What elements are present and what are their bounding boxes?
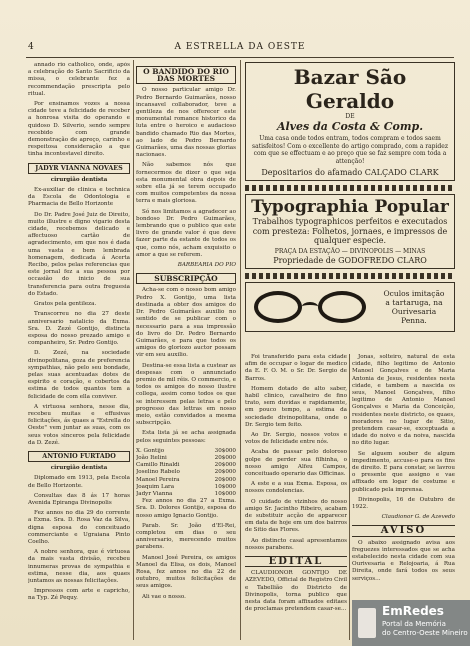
list-item: Joaquim Lara 10$000 (136, 483, 236, 490)
ornamental-border (245, 185, 455, 191)
header-rule (26, 57, 454, 58)
paragraph: annado rio catholico, onde, após a celebração do Santo Sacrificio da missa, o celebrante fez a recommendação prescripta pelo ritual. (28, 62, 130, 97)
aviso-heading: AVISO (352, 525, 455, 536)
subscription-list (136, 448, 236, 498)
typographia-ad (245, 194, 455, 269)
paragraph: O abaixo assignado avisa aos freguezes interessados que se acha estabelecido nesta cidade com sua Ourivesaria e Relojoaria, á Rua Direita, onde fará todos os seus serviços... (352, 539, 455, 582)
paragraph: O cuidado de vizinhos do nosso amigo Sr. Jacintho Ribeiro, acabam de substituir acção de apparecer em data de hoje em um dos bairros de Sitio das Flores. (245, 498, 347, 534)
paragraph: Divinopolis, 16 de Outubro de 1922. (352, 496, 455, 511)
paragraph: A virtuosa senhora, nesse dia, recebeu muitas e effusivas felicitações, ás quaes a "Estrella do Oeste" vem juntar as suas, com os seus votos sinceros pela felicidade da D. Zezé. (28, 403, 130, 446)
column-divider (349, 354, 350, 640)
notice-heading: ANTONIO FURTADO (28, 451, 130, 462)
paragraph: Transcorreu no dia 27 deste anniversario natalicio da Exma. Sra. D. Zezé Gontijo, distincta esposa do nosso prezado amigo e companheiro, Sr. Pedro Gontijo. (28, 311, 130, 347)
paragraph: Ao Dr. Sergio, nossos votos e votos de felicidade entre nós. (245, 432, 347, 446)
paragraph: Manoel José Pereira, os amigos Manoel da Elisa, os dois, Manoel Rosa, fez annos no dia 22 de outubro, muitos felicitações de seus amigos. (136, 554, 236, 590)
list-item: Joselino Rabelo 20$000 (136, 469, 236, 476)
ornamental-border (245, 273, 455, 279)
bazar-depositarios: Depositarios do afamado CALÇADO CLARK (261, 168, 439, 177)
paragraph: Impressos com arte e capricho, na Typ. Zé Pequy. (28, 588, 130, 602)
bazar-ad (245, 62, 455, 181)
column-divider (133, 60, 134, 640)
paragraph: Ao distincto casal apresentamos nossos parabens. (245, 537, 347, 551)
typo-owner: Propriedade de GODOFREDO CLARO (273, 255, 427, 265)
page-number: 4 (28, 42, 34, 52)
paragraph: Foi transferido para esta cidade afim de occupar o logar de medico da E. F. O. M. o Sr. Dr. Sergio de Barros. (245, 354, 347, 382)
signature: BARBEARIA DO PIO (177, 262, 236, 269)
paragraph: Fez annos no dia 27 a Exma. Sra. D. Dolores Gontijo, esposa do nosso amigo Ignacio Gontijo. (136, 498, 236, 519)
oculos-text: Oculos imitação a tartaruga, na Ourivesaria Penna. (383, 288, 445, 325)
paragraph: Por ensinamos vozes a nossa cidade teve a felicidade de receber a honrosa visita do operando e quidoso D. Silverio, sendo sempre recebido com grande demonstração de apreço, carinho e respeitosa consideração a que tinha incontestavel direito. (28, 101, 130, 158)
paragraph: Destina-se essa lista a custear as despesas com o annunciado premio de mil réis. O commercio, e todos os amigos do nosso ilustre collega, assim como todos os que se interessem pelas letras e pelo progresso das lettras em nosso meio, estão convidados a mesma subscripção. (136, 362, 236, 427)
paragraph: Fez annos no dia 29 do corrente a Exma. Sra. D. Rosa Vaz da Silva, digna esposa do conceituado commerciante e Ugraiana Pinto Coelho. (28, 510, 130, 545)
lens-icon (318, 291, 366, 323)
paragraph: Só nos limitamos a agradecer ao bondoso Dr. Pedro Guimarães, lembrando que o publico que este livro de grande valor é que deve fazer parte da estante de todos os que, como nós, acham exquisito o amor a que se referem. (136, 208, 236, 258)
column-3 (245, 354, 347, 640)
paragraph: Homem dotado de alto saber, habil clinico, cavalheiro de fino trato, sem duvidas e rapidamente, em pouco tempo, a estima da sociedade divinopolitana, onde o Dr. Sergio tem feito. (245, 385, 347, 428)
notice-heading: JADYR VIANNA NOVAES (28, 163, 130, 174)
column-2 (136, 62, 236, 640)
column-4 (352, 354, 455, 640)
paragraph: Diplomado em 1913, pela Escola de Bello Horizonte. (28, 475, 130, 489)
bazar-title: Bazar São Geraldo (293, 65, 407, 113)
advertisements (245, 62, 455, 352)
typo-text: Trabalhos typographicos perfeitos e executados com presteza: Folhetos, jornaes, e impressos de qualquer especie. (252, 217, 448, 245)
paragraph: Acha-se com o nosso bom amigo Pedro X. Gontijo, uma lista destinada a obter dos amigos do Dr. Pedro Guimarães auxilio no sentido de se publicar com o necessario para a sua impressão do livro do Dr. Pedro Bernardo Guimarães, e para que todos os amigos do gloriozo auctor possam vir em seu auxilio. (136, 287, 236, 359)
paragraph: Ali vae o nosso. (142, 593, 186, 600)
bazar-de: DE (345, 113, 355, 120)
paragraph: Esta lista já se acha assignada pelos seguintes pessoas: (136, 430, 236, 444)
list-item: Jadyr Vianna 10$000 (136, 490, 236, 497)
signature: Claudionor G. de Azevedo (381, 514, 455, 521)
paragraph: Gratos pela gentileza. (34, 301, 97, 308)
article-heading: SUBSCRIPÇÃO (136, 273, 236, 284)
paragraph: Jonas, solteiro, natural de esta cidade, filho legitimo de Antonio Manoel Gonçalves e de Maria Antonia de Jesus, residentes nesta cidade, e tambem a nascida os seus, Manoel Gonçalves, filho legitimo de Antonio Manoel Gonçalves e Maria da Conceição, residentes neste districto, os quaes, moradores no lugar de Sitio, pretendem casar-se, exceptuada a idade do noivo e da noiva, nascida no dito lugar. (352, 354, 455, 447)
list-item: Camillo Rinaldi 20$000 (136, 462, 236, 469)
bazar-owner: Alves da Costa & Comp. (276, 120, 424, 133)
paragraph: O nosso particular amigo Dr. Pedro Bernardo Guimarães, nosso incansavel collaborador, teve a gentileza de nos offerecer este monumental romance historico da luta entre o heroico e audacioso bandido chamado Rio das Mortes, ao lado de Pedro Bernardo Guimarães, uma das nossas glorias nacionaes. (136, 87, 236, 159)
watermark-title: EmRedes (382, 604, 444, 618)
watermark-subtitle: Portal da Memória do Centro-Oeste Mineiro (382, 620, 468, 637)
spectacles-illustration (254, 291, 366, 323)
typo-title: Typographia Popular (251, 197, 449, 217)
paragraph: Ex-auxiliar de clinica e technica da Escola de Odontologia e Pharmacia de Bello Horizonte (28, 187, 130, 208)
lens-icon (254, 291, 302, 323)
article-heading: O BANDIDO DO RIO DAS MORTES (136, 66, 236, 84)
list-item: João Itelini 20$000 (136, 454, 236, 461)
paragraph: Consultas das 8 ás 17 horas Avenida Epiranga Divinopolis (28, 492, 130, 506)
column-1 (28, 62, 130, 640)
paragraph: A este e a sua Exma. Esposa, os nossos condolencias. (245, 481, 347, 495)
paragraph: D. Zezé, na sociedade divinopolitana, goza de preferencia sympathias, não pelo seu bondade, pelas suas acentuadas dotes de espirito e coração, e cobertos da estima de todos quantos tem a felicidade de com ella conviver. (28, 350, 130, 400)
column-divider (240, 60, 241, 640)
newspaper-title: A ESTRELLA DA OESTE (174, 42, 306, 52)
paragraph: Acaba de passar pelo doloroso golpe de perder sua filhinha, o nosso amigo Alfeu Campos, conceituado operario das Officinas. (245, 449, 347, 478)
paragraph: Se alguem souber de algum impedimento, accuse-o para os fins de direito. E para constar, se lavrou o presente que assigno e vae affixado em logar de costume e publicado pela imprensa. (352, 450, 455, 493)
notice-subheading: cirurgião dentista (50, 465, 108, 472)
bazar-text: Uma casa onde todos entram, todos compram e todos saem satisfeitos! Com o excellente do artigo comprado, com a rapidez com que se effectuam e ao preço que se faz sempre com toda a attenção! (252, 135, 448, 165)
typo-address: PRAÇA DA ESTAÇÃO — DIVINOPOLIS — MINAS (274, 247, 426, 255)
bridge-icon (302, 302, 318, 311)
oculos-ad (245, 282, 455, 332)
portal-watermark (352, 600, 470, 646)
notice-subheading: cirurgião dentista (50, 176, 108, 183)
paragraph: A nobre senhora, que é virtuosa da mais vasta divisão, recebeu innumeras provas de sympathia e estima, nesse dia, aos quaes juntamos as nossas felicitações. (28, 549, 130, 584)
paragraph: Parab. Sr. João d'El-Rei, completou em dias o seu anniversario, merecendo muitos parabens. (136, 522, 236, 551)
list-item: X. Gontijo 30$000 (136, 447, 236, 454)
paragraph: CLAUDIONOR GONTIJO DE AZEVEDO, Official de Registro Civil e Tabellião do Districto de Divinopolis, torna publico que nesta data foram affixados editaes de proclamas pretendem casar-se... (245, 570, 347, 613)
list-item: Manoel Pereira 20$000 (136, 476, 236, 483)
paragraph: Do Dr. Padre José Juiz de Direito, muito illustre e digno vigario desta cidade, recebemos delicado e affectuoso cartão de agradecimento, em que nos é dada uma vasta e bem lembrada homenagem, dedicada á Acerta Recibo, pelos pelas referencias que este jornal fez a sua pessoa por occasião do inicio de sua transferencia para outra freguesia do Estado. (28, 211, 130, 297)
edital-heading: EDITAL (245, 556, 347, 567)
paragraph: Não sabemos nós que fornecermos de dizer o que seja esta monumental obra depois de sobre ella já se terem occupado com muitos competentes da nossa terra e mais gloriosa. (136, 162, 236, 205)
portal-logo-icon (358, 608, 376, 638)
